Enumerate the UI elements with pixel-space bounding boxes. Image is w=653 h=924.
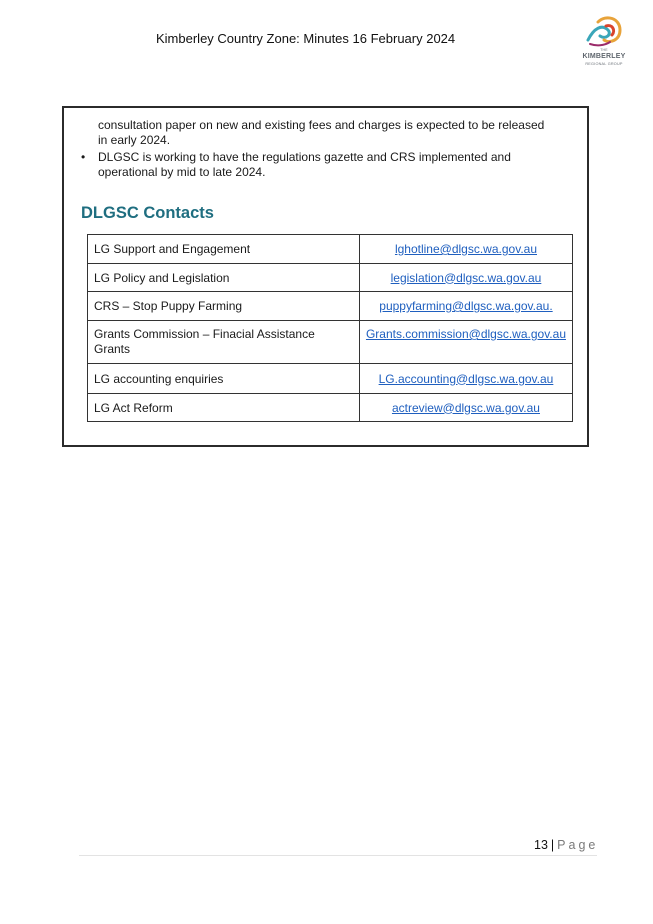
kimberley-regional-group-logo — [578, 14, 630, 70]
page-number-footer — [534, 838, 598, 852]
table-row — [88, 321, 573, 364]
page-label: Page — [557, 838, 599, 852]
logo-swirl-icon — [584, 14, 624, 48]
logo-small-text: THE — [600, 48, 608, 52]
table-row — [88, 394, 573, 422]
consultation-paragraph — [98, 118, 568, 148]
contact-email-cell — [359, 394, 572, 422]
contact-email-cell — [359, 235, 572, 264]
page-number: 13 — [534, 838, 548, 852]
contact-email-link[interactable]: LG.accounting@dlgsc.wa.gov.au — [378, 371, 554, 386]
logo-name-text: KIMBERLEY — [582, 53, 626, 60]
page-separator: | — [550, 838, 555, 852]
table-row — [88, 235, 573, 264]
bullet-dot-icon: • — [81, 150, 86, 164]
contact-name: LG Act Reform — [88, 394, 360, 422]
contact-name: CRS – Stop Puppy Farming — [88, 292, 360, 321]
contacts-table — [87, 234, 573, 422]
paragraph-line: consultation paper on new and existing fees and charges is expected to be released — [98, 118, 545, 132]
content-box — [62, 106, 589, 447]
contact-name: Grants Commission – Finacial Assistance Grants — [88, 321, 360, 364]
contact-email-cell — [359, 364, 572, 394]
bullet-line: DLGSC is working to have the regulations gazette and CRS implemented and — [98, 150, 511, 164]
page-header-title: Kimberley Country Zone: Minutes 16 February 2024 — [156, 31, 456, 46]
contact-email-cell — [359, 321, 572, 364]
table-row — [88, 264, 573, 292]
logo-subtitle-text: REGIONAL GROUP — [585, 62, 623, 66]
table-row — [88, 364, 573, 394]
contact-email-link[interactable]: Grants.commission@dlgsc.wa.gov.au — [365, 327, 566, 341]
contact-email-link[interactable]: puppyfarming@dlgsc.wa.gov.au. — [379, 299, 553, 313]
contact-email-link[interactable]: lghotline@dlgsc.wa.gov.au — [394, 242, 537, 256]
bullet-line: operational by mid to late 2024. — [98, 165, 266, 179]
contact-email-cell — [359, 292, 572, 321]
contact-email-cell — [359, 264, 572, 292]
contact-name: LG Support and Engagement — [88, 235, 360, 264]
bullet-item — [81, 150, 568, 180]
contact-email-link[interactable]: actreview@dlgsc.wa.gov.au — [391, 400, 540, 415]
contact-name: LG accounting enquiries — [88, 364, 360, 394]
paragraph-line: in early 2024. — [98, 133, 171, 147]
footer-divider — [79, 855, 597, 856]
contact-email-link[interactable]: legislation@dlgsc.wa.gov.au — [390, 270, 542, 285]
section-heading: DLGSC Contacts — [81, 204, 214, 222]
contact-name: LG Policy and Legislation — [88, 264, 360, 292]
table-row — [88, 292, 573, 321]
